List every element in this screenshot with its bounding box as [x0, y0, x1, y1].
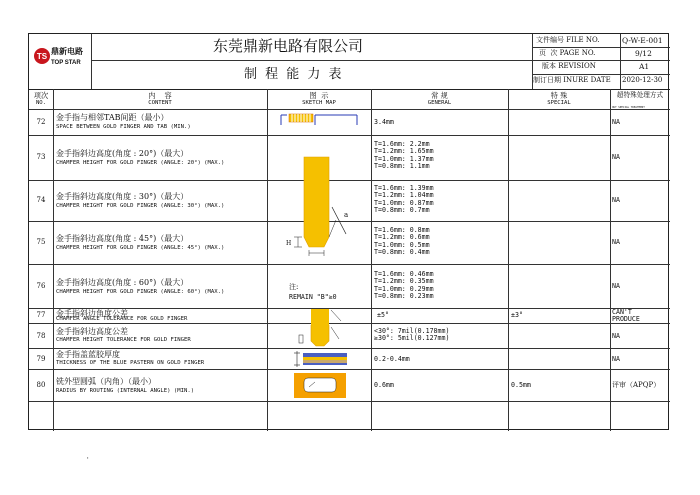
- row-special: 0.5mm: [511, 381, 531, 389]
- row-content-cn: 金手指斜边高度公差: [56, 327, 128, 336]
- row-beyond: NA: [612, 282, 620, 290]
- logo-chinese: 鼎新电路: [51, 47, 83, 56]
- process-capability-sheet: [28, 33, 669, 430]
- row-general: T=1.6mm: 0.8mm T=1.2mm: 0.6mm T=1.0mm: 0.5mm T=0.8mm: 0.4mm: [374, 226, 430, 257]
- meta-value-page-no: 9/12: [635, 49, 652, 58]
- meta-value-date: 2020-12-30: [622, 76, 663, 84]
- row-number: 78: [36, 332, 46, 340]
- row-special: ±3°: [511, 311, 523, 319]
- meta-value-file-no: Q-W-E-001: [622, 36, 663, 45]
- row-general: 0.6mm: [374, 381, 394, 389]
- meta-label-file-no: 文件编号 FILE NO.: [536, 36, 600, 44]
- row-beyond: NA: [612, 355, 620, 363]
- footer-mark: ': [87, 457, 89, 464]
- row-content-cn: 金手指斜边高度(角度 : 30°)（最大）: [56, 192, 189, 201]
- row-content-cn: 金手指斜边高度(角度 : 45°)（最大）: [56, 234, 189, 243]
- logo-english: TOP STAR: [51, 60, 81, 66]
- row-content-cn: 金手指斜边高度(角度 : 20°)（最大）: [56, 149, 189, 158]
- col-header-special-cn: 特 殊: [550, 91, 568, 100]
- row-general: 0.2-0.4mm: [374, 355, 410, 363]
- row-content-cn: 金手指盖蓝胶厚度: [56, 350, 120, 359]
- col-header-content-en: CONTENT: [148, 100, 172, 106]
- chamfer-angle-sketch: [311, 309, 351, 325]
- blue-tape-thickness-sketch: [291, 350, 351, 368]
- row-beyond: 评审（APQP）: [612, 381, 661, 389]
- row-beyond: CAN'T PRODUCE: [612, 308, 640, 324]
- row-beyond: NA: [612, 153, 620, 161]
- company-name: 东莞鼎新电路有限公司: [213, 37, 364, 55]
- sketch-note-cn: 注:: [289, 283, 299, 291]
- row-number: 79: [36, 355, 46, 363]
- col-header-general-cn: 常 规: [431, 91, 448, 100]
- row-general: T=1.6mm: 2.2mm T=1.2mm: 1.65mm T=1.0mm: 1.37mm T=0.8mm: 1.1mm: [374, 140, 434, 171]
- sketch-note-en: REMAIN "B"≥0: [289, 293, 337, 301]
- row-general: ±5°: [377, 311, 389, 319]
- row-content-en: CHAMFER HEIGHT FOR GOLD FINGER (ANGLE: 20°) (MAX.): [56, 160, 225, 166]
- col-header-special-en: SPECIAL: [547, 100, 571, 106]
- row-number: 72: [36, 118, 46, 126]
- col-header-no-cn: 项次: [33, 91, 49, 100]
- row-number: 73: [36, 153, 46, 161]
- meta-value-revision: A1: [639, 62, 650, 71]
- row-general: 3.4mm: [374, 118, 394, 126]
- row-content-en: CHAMFER HEIGHT FOR GOLD FINGER (ANGLE: 45°) (MAX.): [56, 245, 225, 251]
- row-general: T=1.6mm: 0.46mm T=1.2mm: 0.35mm T=1.0mm: 0.29mm T=0.8mm: 0.23mm: [374, 270, 434, 301]
- col-header-content-cn: 内 容: [148, 91, 172, 100]
- meta-label-date: 制订日期 INURE DATE: [533, 76, 611, 84]
- row-general: <30°: 7mil(0.178mm) ≥30°: 5mil(0.127mm): [374, 327, 450, 343]
- row-number: 76: [36, 282, 46, 290]
- document-title: 制 程 能 力 表: [244, 67, 344, 82]
- col-header-no-en: NO.: [35, 100, 47, 106]
- row-content-en: RADIUS BY ROUTING (INTERNAL ANGLE) (MIN.): [56, 388, 195, 394]
- row-number: 80: [36, 381, 46, 389]
- sketch-label-a: a: [344, 211, 349, 219]
- row-content-cn: 金手指斜边角度公差: [56, 309, 128, 318]
- row-content-cn: 金手指与相邻TAB间距（最小）: [56, 113, 169, 122]
- row-content-en: CHAMFER HEIGHT FOR GOLD FINGER (ANGLE: 30°) (MAX.): [56, 203, 225, 209]
- gold-finger-tab-spacing-sketch: [279, 111, 359, 133]
- row-content-cn: 金手指斜边高度(角度 : 60°)（最大）: [56, 278, 189, 287]
- row-content-en: CHAMFER HEIGHT TOLERANCE FOR GOLD FINGER: [56, 337, 191, 343]
- sketch-label-h: H: [286, 240, 292, 247]
- row-beyond: NA: [612, 118, 620, 126]
- row-content-cn: 铣外型圆弧（内角）（最小）: [56, 377, 156, 386]
- row-content-en: THICKNESS OF THE BLUE PASTERN ON GOLD FINGER: [56, 360, 205, 366]
- row-number: 75: [36, 238, 46, 246]
- row-number: 74: [36, 196, 46, 204]
- row-number: 77: [36, 311, 46, 319]
- meta-label-page-no: 页 次 PAGE NO.: [539, 49, 596, 57]
- meta-label-revision: 版本 REVISION: [542, 62, 596, 70]
- col-header-beyond-cn: 超特殊处理方式: [616, 91, 664, 99]
- row-content-en: SPACE BETWEEN GOLD FINGER AND TAB (MIN.): [56, 124, 191, 130]
- routing-radius-sketch: [291, 372, 351, 399]
- svg-text:TS: TS: [36, 52, 48, 61]
- row-general: T=1.6mm: 1.39mm T=1.2mm: 1.04mm T=1.0mm: 0.87mm T=0.8mm: 0.7mm: [374, 184, 434, 215]
- chamfer-tolerance-sketch: [291, 325, 351, 347]
- col-header-sketch-en: SKETCH MAP: [302, 100, 336, 106]
- col-header-beyond-en: OUT SPECIAL TREATMENT: [612, 106, 645, 109]
- row-beyond: NA: [612, 238, 620, 246]
- row-content-en: CHAMFER HEIGHT FOR GOLD FINGER (ANGLE: 60°) (MAX.): [56, 289, 225, 295]
- row-beyond: NA: [612, 196, 620, 204]
- col-header-general-en: GENERAL: [427, 100, 452, 106]
- col-header-sketch-cn: 图 示: [309, 91, 329, 100]
- row-beyond: NA: [612, 332, 620, 340]
- row-content-en: CHAMFER ANGLE TOLERANCE FOR GOLD FINGER: [56, 316, 188, 322]
